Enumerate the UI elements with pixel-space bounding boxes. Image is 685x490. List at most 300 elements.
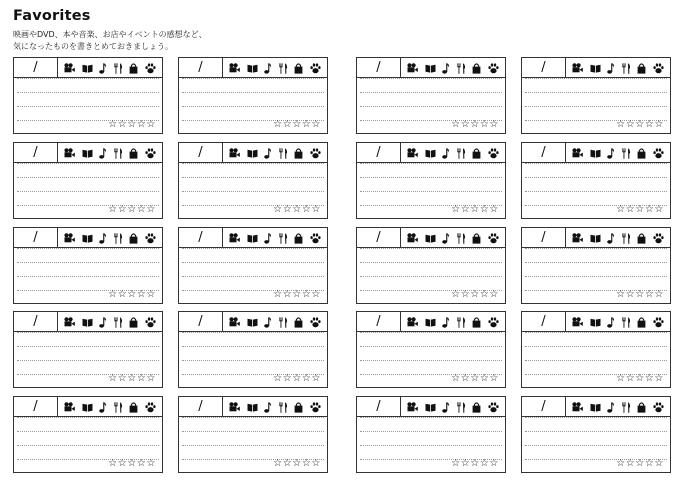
date-field[interactable]: / [179, 58, 223, 77]
dog-paw-icon[interactable] [653, 148, 664, 159]
date-field[interactable]: / [522, 228, 566, 247]
dog-paw-icon[interactable] [310, 148, 321, 159]
movie-camera-icon[interactable] [64, 402, 75, 412]
favorite-card [521, 57, 671, 134]
date-field[interactable]: / [14, 397, 58, 416]
music-note-icon[interactable] [264, 402, 272, 413]
note-area[interactable] [182, 78, 324, 118]
category-icons [226, 229, 324, 247]
dog-paw-icon[interactable] [488, 402, 499, 413]
shopping-bag-icon[interactable] [129, 63, 138, 74]
note-line [525, 417, 667, 418]
movie-camera-icon[interactable] [64, 148, 75, 158]
note-line [360, 332, 502, 333]
music-note-icon[interactable] [607, 63, 615, 74]
favorite-card [13, 142, 163, 219]
dog-paw-icon[interactable] [310, 402, 321, 413]
note-line [525, 431, 667, 432]
date-field[interactable]: / [179, 228, 223, 247]
music-note-icon[interactable] [99, 402, 107, 413]
music-note-icon[interactable] [607, 148, 615, 159]
movie-camera-icon[interactable] [229, 233, 240, 243]
star-rating[interactable]: ☆☆☆☆☆ [108, 119, 156, 130]
date-field[interactable]: / [14, 143, 58, 162]
star-rating[interactable]: ☆☆☆☆☆ [451, 289, 499, 300]
music-note-icon[interactable] [264, 317, 272, 328]
date-field[interactable]: / [522, 312, 566, 331]
note-area[interactable] [360, 417, 502, 457]
note-line [360, 78, 502, 79]
fork-knife-icon[interactable] [457, 148, 466, 159]
note-line [182, 346, 324, 347]
category-icons [61, 59, 159, 77]
note-line [182, 332, 324, 333]
card-header [14, 397, 162, 417]
movie-camera-icon[interactable] [572, 148, 583, 158]
star-rating[interactable]: ☆☆☆☆☆ [273, 204, 321, 215]
note-line [17, 332, 159, 333]
movie-camera-icon[interactable] [64, 233, 75, 243]
book-icon[interactable] [82, 403, 93, 412]
shopping-bag-icon[interactable] [472, 317, 481, 328]
star-rating[interactable]: ☆☆☆☆☆ [616, 119, 664, 130]
book-icon[interactable] [425, 64, 436, 73]
note-line [182, 163, 324, 164]
book-icon[interactable] [82, 318, 93, 327]
category-icons [569, 398, 667, 416]
movie-camera-icon[interactable] [407, 233, 418, 243]
note-area[interactable] [17, 163, 159, 203]
fork-knife-icon[interactable] [457, 233, 466, 244]
movie-camera-icon[interactable] [407, 148, 418, 158]
date-field[interactable]: / [357, 143, 401, 162]
note-line [360, 262, 502, 263]
favorite-card [13, 227, 163, 304]
note-area[interactable] [17, 332, 159, 372]
music-note-icon[interactable] [442, 233, 450, 244]
card-header [179, 143, 327, 163]
movie-camera-icon[interactable] [229, 63, 240, 73]
fork-knife-icon[interactable] [622, 402, 631, 413]
fork-knife-icon[interactable] [622, 63, 631, 74]
fork-knife-icon[interactable] [457, 402, 466, 413]
favorite-card [13, 396, 163, 473]
favorite-card [178, 57, 328, 134]
book-icon[interactable] [82, 234, 93, 243]
date-field[interactable]: / [522, 397, 566, 416]
card-header [522, 312, 670, 332]
category-icons [61, 313, 159, 331]
music-note-icon[interactable] [264, 63, 272, 74]
note-line [17, 445, 159, 446]
note-line [525, 106, 667, 107]
note-line [17, 417, 159, 418]
book-icon[interactable] [590, 318, 601, 327]
dog-paw-icon[interactable] [488, 233, 499, 244]
date-field[interactable]: / [14, 228, 58, 247]
music-note-icon[interactable] [607, 233, 615, 244]
dog-paw-icon[interactable] [145, 402, 156, 413]
dog-paw-icon[interactable] [145, 233, 156, 244]
star-rating[interactable]: ☆☆☆☆☆ [273, 289, 321, 300]
note-line [525, 332, 667, 333]
card-header [522, 228, 670, 248]
note-line [182, 360, 324, 361]
star-rating[interactable]: ☆☆☆☆☆ [273, 458, 321, 469]
book-icon[interactable] [590, 149, 601, 158]
note-line [182, 177, 324, 178]
movie-camera-icon[interactable] [407, 63, 418, 73]
card-header [179, 312, 327, 332]
note-area[interactable] [525, 248, 667, 288]
category-icons [569, 229, 667, 247]
category-icons [404, 398, 502, 416]
movie-camera-icon[interactable] [229, 148, 240, 158]
note-line [182, 92, 324, 93]
note-area[interactable] [182, 248, 324, 288]
card-header [357, 228, 505, 248]
note-area[interactable] [525, 78, 667, 118]
note-line [17, 191, 159, 192]
book-icon[interactable] [247, 318, 258, 327]
star-rating[interactable]: ☆☆☆☆☆ [616, 458, 664, 469]
category-icons [61, 144, 159, 162]
note-line [182, 417, 324, 418]
music-note-icon[interactable] [442, 317, 450, 328]
dog-paw-icon[interactable] [653, 233, 664, 244]
book-icon[interactable] [590, 64, 601, 73]
book-icon[interactable] [247, 64, 258, 73]
star-rating[interactable]: ☆☆☆☆☆ [108, 204, 156, 215]
shopping-bag-icon[interactable] [637, 233, 646, 244]
favorite-card [356, 227, 506, 304]
star-rating[interactable]: ☆☆☆☆☆ [616, 373, 664, 384]
movie-camera-icon[interactable] [64, 317, 75, 327]
fork-knife-icon[interactable] [279, 402, 288, 413]
shopping-bag-icon[interactable] [294, 317, 303, 328]
note-area[interactable] [525, 163, 667, 203]
shopping-bag-icon[interactable] [129, 233, 138, 244]
category-icons [404, 229, 502, 247]
note-area[interactable] [17, 78, 159, 118]
note-line [182, 78, 324, 79]
note-line [182, 248, 324, 249]
note-line [182, 106, 324, 107]
note-line [17, 92, 159, 93]
book-icon[interactable] [425, 318, 436, 327]
date-field[interactable]: / [179, 312, 223, 331]
note-line [360, 346, 502, 347]
category-icons [226, 313, 324, 331]
favorite-card [356, 57, 506, 134]
book-icon[interactable] [590, 234, 601, 243]
note-line [525, 177, 667, 178]
movie-camera-icon[interactable] [572, 63, 583, 73]
note-line [360, 417, 502, 418]
description-line-2: 気になったものを書きとめておきましょう。 [13, 42, 173, 51]
note-line [360, 445, 502, 446]
book-icon[interactable] [425, 403, 436, 412]
music-note-icon[interactable] [99, 317, 107, 328]
card-header [14, 312, 162, 332]
fork-knife-icon[interactable] [457, 317, 466, 328]
card-header [14, 143, 162, 163]
date-field[interactable]: / [14, 58, 58, 77]
dog-paw-icon[interactable] [488, 63, 499, 74]
book-icon[interactable] [247, 403, 258, 412]
note-line [182, 262, 324, 263]
dog-paw-icon[interactable] [145, 317, 156, 328]
shopping-bag-icon[interactable] [472, 148, 481, 159]
shopping-bag-icon[interactable] [294, 402, 303, 413]
shopping-bag-icon[interactable] [637, 63, 646, 74]
card-header [14, 228, 162, 248]
date-field[interactable]: / [357, 228, 401, 247]
book-icon[interactable] [590, 403, 601, 412]
favorite-card [521, 227, 671, 304]
favorite-card [356, 142, 506, 219]
shopping-bag-icon[interactable] [637, 317, 646, 328]
category-icons [61, 229, 159, 247]
book-icon[interactable] [247, 149, 258, 158]
music-note-icon[interactable] [442, 148, 450, 159]
note-area[interactable] [182, 332, 324, 372]
note-line [360, 92, 502, 93]
fork-knife-icon[interactable] [622, 148, 631, 159]
dog-paw-icon[interactable] [310, 233, 321, 244]
music-note-icon[interactable] [264, 148, 272, 159]
note-line [525, 346, 667, 347]
music-note-icon[interactable] [99, 63, 107, 74]
note-line [17, 276, 159, 277]
shopping-bag-icon[interactable] [472, 233, 481, 244]
card-header [357, 312, 505, 332]
note-line [182, 276, 324, 277]
star-rating[interactable]: ☆☆☆☆☆ [108, 289, 156, 300]
note-line [525, 92, 667, 93]
note-line [525, 262, 667, 263]
category-icons [226, 398, 324, 416]
movie-camera-icon[interactable] [572, 402, 583, 412]
star-rating[interactable]: ☆☆☆☆☆ [616, 289, 664, 300]
card-header [357, 58, 505, 78]
shopping-bag-icon[interactable] [294, 233, 303, 244]
card-header [179, 58, 327, 78]
book-icon[interactable] [425, 149, 436, 158]
date-field[interactable]: / [179, 143, 223, 162]
note-area[interactable] [525, 417, 667, 457]
fork-knife-icon[interactable] [114, 233, 123, 244]
note-line [360, 106, 502, 107]
movie-camera-icon[interactable] [572, 233, 583, 243]
category-icons [569, 313, 667, 331]
note-area[interactable] [360, 332, 502, 372]
shopping-bag-icon[interactable] [637, 148, 646, 159]
dog-paw-icon[interactable] [145, 63, 156, 74]
fork-knife-icon[interactable] [114, 148, 123, 159]
dog-paw-icon[interactable] [653, 63, 664, 74]
movie-camera-icon[interactable] [229, 317, 240, 327]
card-header [14, 58, 162, 78]
dog-paw-icon[interactable] [488, 148, 499, 159]
dog-paw-icon[interactable] [310, 317, 321, 328]
star-rating[interactable]: ☆☆☆☆☆ [273, 119, 321, 130]
music-note-icon[interactable] [99, 233, 107, 244]
card-header [522, 58, 670, 78]
note-area[interactable] [17, 248, 159, 288]
note-line [17, 262, 159, 263]
music-note-icon[interactable] [607, 402, 615, 413]
note-line [17, 360, 159, 361]
note-line [17, 248, 159, 249]
fork-knife-icon[interactable] [279, 63, 288, 74]
date-field[interactable]: / [357, 58, 401, 77]
note-area[interactable] [360, 163, 502, 203]
favorite-card [356, 311, 506, 388]
note-area[interactable] [525, 332, 667, 372]
favorite-card [13, 311, 163, 388]
movie-camera-icon[interactable] [407, 317, 418, 327]
card-header [522, 397, 670, 417]
note-line [525, 276, 667, 277]
fork-knife-icon[interactable] [279, 317, 288, 328]
note-line [525, 78, 667, 79]
date-field[interactable]: / [357, 312, 401, 331]
dog-paw-icon[interactable] [653, 402, 664, 413]
music-note-icon[interactable] [99, 148, 107, 159]
note-area[interactable] [182, 163, 324, 203]
category-icons [226, 144, 324, 162]
shopping-bag-icon[interactable] [637, 402, 646, 413]
star-rating[interactable]: ☆☆☆☆☆ [108, 458, 156, 469]
date-field[interactable]: / [522, 58, 566, 77]
fork-knife-icon[interactable] [622, 317, 631, 328]
category-icons [404, 144, 502, 162]
note-line [525, 248, 667, 249]
note-area[interactable] [360, 248, 502, 288]
note-line [360, 360, 502, 361]
favorite-card [13, 57, 163, 134]
shopping-bag-icon[interactable] [472, 402, 481, 413]
category-icons [404, 313, 502, 331]
star-rating[interactable]: ☆☆☆☆☆ [451, 119, 499, 130]
shopping-bag-icon[interactable] [129, 148, 138, 159]
note-line [182, 191, 324, 192]
note-line [525, 445, 667, 446]
shopping-bag-icon[interactable] [294, 148, 303, 159]
dog-paw-icon[interactable] [653, 317, 664, 328]
shopping-bag-icon[interactable] [129, 402, 138, 413]
star-rating[interactable]: ☆☆☆☆☆ [108, 373, 156, 384]
category-icons [569, 144, 667, 162]
note-line [17, 177, 159, 178]
favorite-card [356, 396, 506, 473]
card-header [179, 397, 327, 417]
note-line [17, 431, 159, 432]
date-field[interactable]: / [179, 397, 223, 416]
fork-knife-icon[interactable] [279, 148, 288, 159]
date-field[interactable]: / [14, 312, 58, 331]
card-header [357, 143, 505, 163]
note-line [17, 163, 159, 164]
note-line [17, 106, 159, 107]
note-line [360, 276, 502, 277]
music-note-icon[interactable] [442, 63, 450, 74]
fork-knife-icon[interactable] [457, 63, 466, 74]
movie-camera-icon[interactable] [407, 402, 418, 412]
shopping-bag-icon[interactable] [294, 63, 303, 74]
fork-knife-icon[interactable] [114, 63, 123, 74]
movie-camera-icon[interactable] [572, 317, 583, 327]
book-icon[interactable] [247, 234, 258, 243]
category-icons [404, 59, 502, 77]
fork-knife-icon[interactable] [622, 233, 631, 244]
star-rating[interactable]: ☆☆☆☆☆ [451, 204, 499, 215]
book-icon[interactable] [82, 149, 93, 158]
favorite-card [178, 227, 328, 304]
note-area[interactable] [360, 78, 502, 118]
shopping-bag-icon[interactable] [129, 317, 138, 328]
dog-paw-icon[interactable] [488, 317, 499, 328]
book-icon[interactable] [425, 234, 436, 243]
favorite-card [521, 311, 671, 388]
card-header [179, 228, 327, 248]
page-title: Favorites [13, 8, 91, 24]
star-rating[interactable]: ☆☆☆☆☆ [451, 373, 499, 384]
fork-knife-icon[interactable] [114, 317, 123, 328]
music-note-icon[interactable] [442, 402, 450, 413]
date-field[interactable]: / [522, 143, 566, 162]
note-line [360, 431, 502, 432]
star-rating[interactable]: ☆☆☆☆☆ [616, 204, 664, 215]
fork-knife-icon[interactable] [114, 402, 123, 413]
date-field[interactable]: / [357, 397, 401, 416]
music-note-icon[interactable] [264, 233, 272, 244]
favorite-card [521, 396, 671, 473]
note-line [17, 346, 159, 347]
favorite-card [521, 142, 671, 219]
category-icons [61, 398, 159, 416]
note-area[interactable] [17, 417, 159, 457]
note-line [360, 248, 502, 249]
card-header [357, 397, 505, 417]
favorite-card [178, 142, 328, 219]
note-line [525, 191, 667, 192]
dog-paw-icon[interactable] [145, 148, 156, 159]
note-line [182, 445, 324, 446]
star-rating[interactable]: ☆☆☆☆☆ [273, 373, 321, 384]
note-line [525, 360, 667, 361]
note-line [360, 163, 502, 164]
shopping-bag-icon[interactable] [472, 63, 481, 74]
fork-knife-icon[interactable] [279, 233, 288, 244]
star-rating[interactable]: ☆☆☆☆☆ [451, 458, 499, 469]
favorite-card [178, 311, 328, 388]
note-area[interactable] [182, 417, 324, 457]
dog-paw-icon[interactable] [310, 63, 321, 74]
description-line-1: 映画やDVD、本や音楽、お店やイベントの感想など、 [13, 30, 207, 39]
note-line [525, 163, 667, 164]
music-note-icon[interactable] [607, 317, 615, 328]
movie-camera-icon[interactable] [64, 63, 75, 73]
card-header [522, 143, 670, 163]
favorite-card [178, 396, 328, 473]
movie-camera-icon[interactable] [229, 402, 240, 412]
note-line [17, 78, 159, 79]
note-line [360, 191, 502, 192]
book-icon[interactable] [82, 64, 93, 73]
note-line [182, 431, 324, 432]
